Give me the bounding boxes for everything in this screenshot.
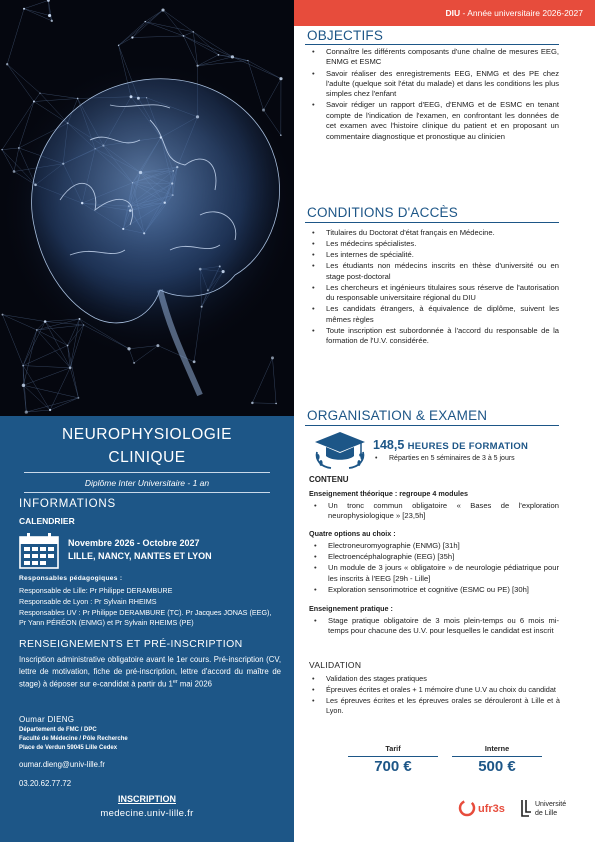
header-separator: - xyxy=(460,8,468,18)
list-item: • Stage pratique obligatoire de 3 mois plein-temps ou 6 mois mi-temps pour chacune des U.V. pour lesquelles le candidat est inscrit xyxy=(312,616,559,637)
theoretical-list xyxy=(312,501,559,523)
options-list xyxy=(312,541,559,596)
objectifs-list xyxy=(310,47,559,143)
registration-heading: RENSEIGNEMENTS ET PRÉ-INSCRIPTION xyxy=(19,638,243,650)
ufr3s-logo xyxy=(458,797,514,824)
options-heading: Quatre options au choix : xyxy=(309,529,396,538)
responsable-line: Responsables UV : Pr Philippe DERAMBURE (TC). Pr Jacques JONAS (EEG), Pr Yann PÉRÉON (ENMG) et Pr Sylvain RHEIMS (PE) xyxy=(19,608,272,627)
list-item: • Electroneuromyographie (ENMG) [31h] xyxy=(312,541,559,551)
calendar-icon xyxy=(19,533,59,574)
list-item: • Les chercheurs et ingénieurs titulaires sous réserve de l'autorisation du responsable universitaire régional du DIU xyxy=(310,283,559,304)
contact-name: Oumar DIENG xyxy=(19,715,75,724)
list-item: • Savoir réaliser des enregistrements EEG, ENMG et des PE chez l'adulte (quelque soit l'état du malade) et dans les conditions les plus simples chez l'enfant xyxy=(310,69,559,100)
divider xyxy=(24,492,270,493)
list-item: • Les médecins spécialistes. xyxy=(310,239,559,249)
practical-list xyxy=(312,616,559,638)
interne-label: Interne xyxy=(484,744,510,753)
objectifs-title: OBJECTIFS xyxy=(307,28,384,43)
list-item: • Electroencéphalographie (EEG) [35h] xyxy=(312,552,559,562)
svg-text:de Lille: de Lille xyxy=(535,810,558,817)
list-item: • Les internes de spécialité. xyxy=(310,250,559,260)
practical-heading: Enseignement pratique : xyxy=(309,604,393,613)
list-item: • Les épreuves écrites et les épreuves orales se dérouleront à Lille et à Lyon. xyxy=(310,696,560,717)
list-item: • Un module de 3 jours « obligatoire » de neurologie pédiatrique pour les inscrits à l'EEG [29h - Lille] xyxy=(312,563,559,584)
list-item: • Validation des stages pratiques xyxy=(310,674,560,684)
contact-address: Place de Verdun 59045 Lille Cedex xyxy=(19,745,118,751)
program-title-line1: NEUROPHYSIOLOGIE xyxy=(62,426,232,443)
tarif-label: Tarif xyxy=(385,744,401,753)
contact-department: Département de FMC / DPC xyxy=(19,727,97,733)
validation-heading: VALIDATION xyxy=(309,660,362,670)
list-item: • Savoir rédiger un rapport d'EEG, d'ENMG et de ESMC en tenant compte de l'indication de l'examen, en confrontant les données de cet examen avec l'histoire clinique du patient et en proposant un commentaire diagnostique et pronostique au clinicien xyxy=(310,100,559,142)
section-rule xyxy=(305,425,559,426)
places-text: LILLE, NANCY, NANTES ET LYON xyxy=(68,551,212,561)
list-item: • Épreuves écrites et orales + 1 mémoire d'une U.V au choix du candidat xyxy=(310,685,560,695)
program-subtitle: Diplôme Inter Universitaire - 1 an xyxy=(84,478,210,488)
header-bar xyxy=(294,0,595,26)
conditions-title: CONDITIONS D'ACCÈS xyxy=(307,205,458,220)
contact-faculty: Faculté de Médecine / Pôle Recherche xyxy=(19,736,128,742)
header-year: Année universitaire 2026-2027 xyxy=(467,8,583,18)
hours-value: 148,5 xyxy=(373,438,405,452)
responsable-line: Responsable de Lille: Pr Philippe DERAMBURE xyxy=(19,586,173,595)
list-item: • Les candidats étrangers, à équivalence de diplôme, suivent les mêmes règles xyxy=(310,304,559,325)
calendar-dates xyxy=(68,537,212,563)
informations-heading: INFORMATIONS xyxy=(19,498,116,510)
interne-value: 500 € xyxy=(478,758,516,775)
registration-text-main: Inscription administrative obligatoire avant le 1er cours. Pré-inscription (CV, lettre de motivation, fiche de pré-inscription, lettre d'accord du maître de stage) à déposer sur e-candidat à partir du 1 xyxy=(19,655,281,689)
divider xyxy=(24,472,270,473)
universite-de-lille-logo xyxy=(520,797,572,824)
title-block xyxy=(0,416,294,469)
contenu-heading: CONTENU xyxy=(309,475,349,484)
list-item: • Les étudiants non médecins inscrits en thèse d'université ou en stage post-doctoral xyxy=(310,261,559,282)
tarif-value: 700 € xyxy=(374,758,412,775)
list-item: • Un tronc commun obligatoire « Bases de l'exploration neurophysiologique » [23,5h] xyxy=(312,501,559,522)
brain-network-image xyxy=(0,0,294,416)
svg-text:ufr3s: ufr3s xyxy=(478,803,505,815)
svg-text:Université: Université xyxy=(535,801,567,808)
tarif-rule xyxy=(452,756,542,757)
header-prefix: DIU xyxy=(445,8,461,18)
list-item: • Toute inscription est subordonnée à l'accord du responsable de la formation de l'U.V. considérée. xyxy=(310,326,559,347)
tarif-rule xyxy=(348,756,438,757)
contact-email-link[interactable]: oumar.dieng@univ-lille.fr xyxy=(19,760,105,769)
theoretical-heading: Enseignement théorique : regroupe 4 modules xyxy=(309,489,468,498)
list-item: • Connaître les différents composants d'une chaîne de mesures EEG, ENMG et ESMC xyxy=(310,47,559,68)
registration-text-end: mai 2026 xyxy=(177,679,213,689)
program-title-line2: CLINIQUE xyxy=(108,449,186,466)
graduation-cap-icon xyxy=(313,430,367,475)
section-rule xyxy=(305,44,559,45)
dates-text: Novembre 2026 - Octobre 2027 xyxy=(68,538,200,548)
hours-label: HEURES DE FORMATION xyxy=(407,441,529,452)
list-item: • Exploration sensorimotrice et cognitive (ESMC ou PE) [30h] xyxy=(312,585,559,595)
hours-sub-list xyxy=(373,454,573,465)
contact-phone: 03.20.62.77.72 xyxy=(19,779,72,788)
registration-text xyxy=(19,654,281,690)
inscription-link[interactable]: medecine.univ-lille.fr xyxy=(100,808,194,819)
responsable-line: Responsable de Lyon : Pr Sylvain RHEIMS xyxy=(19,597,157,606)
inscription-heading: INSCRIPTION xyxy=(117,794,176,804)
registration-text-sup: er xyxy=(172,679,178,685)
left-column xyxy=(0,0,294,842)
organisation-title: ORGANISATION & EXAMEN xyxy=(307,408,488,423)
responsables-heading: Responsables pédagogiques : xyxy=(19,575,123,582)
section-rule xyxy=(305,222,559,223)
conditions-list xyxy=(310,228,559,347)
calendar-heading: CALENDRIER xyxy=(19,516,75,526)
list-item: • Titulaires du Doctorat d'état français en Médecine. xyxy=(310,228,559,238)
list-item: • Réparties en 5 séminaires de 3 à 5 jours xyxy=(373,454,573,464)
validation-list xyxy=(310,674,560,717)
hours-of-training xyxy=(373,438,528,452)
